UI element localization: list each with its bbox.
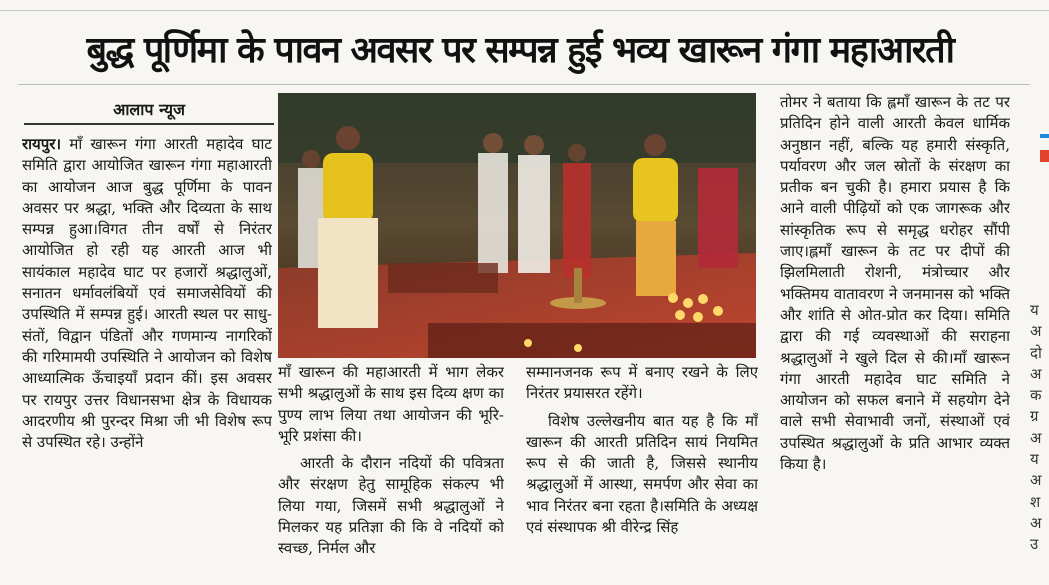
edge-text: अ <box>1030 471 1042 490</box>
edge-text: क <box>1030 386 1042 405</box>
headline-divider <box>18 84 1030 85</box>
edge-text: दो <box>1030 343 1042 362</box>
photo-illustration <box>278 93 756 358</box>
article-column-3 <box>526 362 758 582</box>
edge-text: अ <box>1030 322 1042 341</box>
edge-text: अ <box>1030 428 1042 447</box>
aarti-ceremony-photo <box>278 93 756 358</box>
edge-text: उ <box>1030 535 1039 554</box>
edge-red-mark <box>1040 150 1049 162</box>
article-paragraph: तोमर ने बताया कि ह्लमाँ खारून के तट पर प्रतिदिन होने वाली आरती केवल धार्मिक अनुष्ठान नहीं, बल्कि यह हमारी संस्कृति, पर्यावरण और जल स्रोतों के संरक्षण का प्रतीक बन चुकी है। हमारा प्रयास है कि आने वाली पीढ़ियों को एक जागरूक और सांस्कृतिक रूप से समृद्ध धरोहर सौंपी जाए।ह्लमाँ खारून के तट पर दीपों की झिलमिलाती रोशनी, मंत्रोच्चार और भक्तिमय वातावरण ने जनमानस को भक्ति और शांति से ओत-प्रोत कर दिया। समिति द्वारा की गई व्यवस्थाओं की सराहना श्रद्धालुओं ने खुले दिल से की।माँ खारून गंगा आरती महादेव घाट समिति ने आयोजन को सफल बनाने में सहयोग देने वाले सभी सेवाभावी जनों, संस्थाओं एवं उपस्थित श्रद्धालुओं के प्रति आभार व्यक्त किया है। <box>780 93 1010 474</box>
headline: बुद्ध पूर्णिमा के पावन अवसर पर सम्पन्न हुई भव्य खारून गंगा महाआरती <box>86 30 954 71</box>
article-text: माँ खारून गंगा आरती महादेव घाट समिति द्वारा आयोजित खारून गंगा महाआरती का आयोजन आज बुद्ध पूर्णिमा के पावन अवसर पर श्रद्धा, भक्ति और दिव्यता के साथ सम्पन्न हुआ।विगत तीन वर्षों से निरंतर आयोजित हो रही यह आरती आज भी सायंकाल महादेव घाट पर हजारों श्रद्धालुओं, सनातन धर्मावलंबियों एवं समाजसेवियों की उपस्थिति में सम्पन्न हुई। आरती स्थल पर साधु-संतों, विद्वान पंडितों और गणमान्य नागरिकों की गरिमामयी उपस्थिति ने आयोजन को विशेष आध्यात्मिक ऊँचाइयाँ प्रदान कीं। इस अवसर पर रायपुर उत्तर विधानसभा क्षेत्र के विधायक आदरणीय श्री पुरन्दर मिश्रा जी भी विशेष रूप से उपस्थित रहे। उन्होंने <box>22 135 272 452</box>
edge-text: य <box>1030 450 1039 469</box>
article-paragraph: सम्मानजनक रूप में बनाए रखने के लिए निरंतर प्रयासरत रहेंगे। <box>526 363 758 403</box>
byline-underline <box>24 123 274 125</box>
edge-text: श <box>1030 492 1041 511</box>
article-column-4 <box>780 92 1010 582</box>
article-paragraph: माँ खारून की महाआरती में भाग लेकर सभी श्रद्धालुओं के साथ इस दिव्य क्षण का पुण्य लाभ लिया तथा आयोजन की भूरि-भूरि प्रशंसा की। <box>278 363 504 445</box>
edge-text: अ <box>1030 513 1042 532</box>
article-column-1 <box>22 134 272 582</box>
article-paragraph: आरती के दौरान नदियों की पवित्रता और संरक्षण हेतु सामूहिक संकल्प भी लिया गया, जिसमें सभी श्रद्धालुओं ने मिलकर यह प्रतिज्ञा की कि वे नदियों को स्वच्छ, निर्मल और <box>278 454 504 558</box>
article-paragraph <box>22 134 272 453</box>
edge-text: ग्र <box>1030 407 1039 426</box>
adjacent-article-fragment <box>1030 300 1049 580</box>
edge-text: य <box>1030 301 1039 319</box>
previous-page-strip <box>0 0 1049 11</box>
edge-blue-mark <box>1040 134 1049 138</box>
dateline: रायपुर। <box>22 135 62 153</box>
article-column-2 <box>278 362 504 582</box>
article-paragraph: विशेष उल्लेखनीय बात यह है कि माँ खारून की आरती प्रतिदिन सायं नियमित रूप से की जाती है, जिससे स्थानीय श्रद्धालुओं में आस्था, समर्पण और सेवा का भाव निरंतर बना रहता है।समिति के अध्यक्ष एवं संस्थापक श्री वीरेन्द्र सिंह <box>526 411 758 537</box>
byline: आलाप न्यूज <box>113 100 185 119</box>
edge-text: अ <box>1030 364 1042 383</box>
